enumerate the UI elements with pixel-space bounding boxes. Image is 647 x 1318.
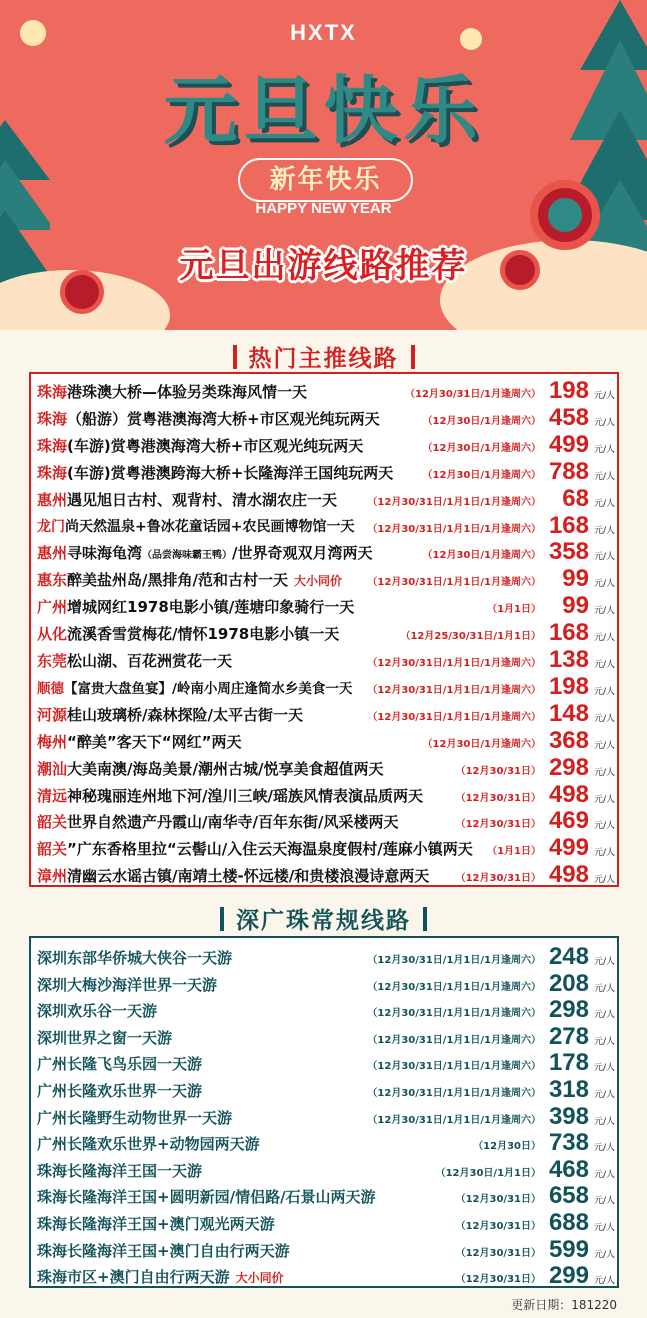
route-price: 368 xyxy=(548,726,589,754)
route-name xyxy=(37,704,303,725)
route-name xyxy=(37,569,342,590)
route-name xyxy=(37,596,354,617)
route-date: （12月30/31日） xyxy=(455,765,541,777)
route-city: 广州 xyxy=(37,1055,68,1074)
list-item xyxy=(37,459,613,485)
route-city: 珠海 xyxy=(37,1161,68,1180)
route-city: 韶关 xyxy=(37,813,68,832)
route-desc: (车游)赏粤港澳海湾大桥+市区观光纯玩两天 xyxy=(67,436,364,455)
route-date: （1月1日） xyxy=(487,846,541,858)
list-item xyxy=(37,1157,613,1183)
route-city: 惠州 xyxy=(37,544,68,563)
price-unit: 元/人 xyxy=(593,740,615,751)
route-name xyxy=(37,811,398,832)
route-desc: 市区+澳门自由行两天游 xyxy=(67,1268,230,1287)
price-unit: 元/人 xyxy=(593,498,615,509)
update-date: 更新日期：181220 xyxy=(511,1298,617,1312)
route-city: 龙门 xyxy=(37,518,65,535)
route-desc: 长隆欢乐世界一天游 xyxy=(67,1082,203,1100)
price-unit: 元/人 xyxy=(593,983,615,994)
price-unit: 元/人 xyxy=(593,713,615,724)
price-unit: 元/人 xyxy=(593,875,615,886)
route-date: （12月30日/1月逢周六） xyxy=(422,415,541,427)
route-name xyxy=(37,542,373,563)
price-unit: 元/人 xyxy=(593,848,615,859)
route-price: 499 xyxy=(548,834,589,862)
route-date: （12月30日/1月逢周六） xyxy=(422,442,541,454)
list-item xyxy=(37,513,613,539)
route-name xyxy=(37,1000,157,1021)
section-title-text: 热门主推线路 xyxy=(248,346,399,372)
route-desc: ”广东香格里拉“云髻山/入住云天海温泉度假村/莲麻小镇两天 xyxy=(67,840,473,859)
regular-routes-box xyxy=(29,936,619,1288)
price-unit: 元/人 xyxy=(593,1276,615,1287)
list-item xyxy=(37,1183,613,1209)
price-unit: 元/人 xyxy=(593,1090,615,1100)
route-desc: 世界自然遗产丹霞山/南华寺/百年东街/风采楼两天 xyxy=(67,813,399,832)
route-name xyxy=(37,758,383,779)
price-unit: 元/人 xyxy=(593,821,615,832)
route-price: 498 xyxy=(548,861,589,889)
route-city: 珠海 xyxy=(37,409,68,428)
route-city: 珠海 xyxy=(37,1188,68,1207)
route-city: 珠海 xyxy=(37,436,68,455)
route-price: 469 xyxy=(548,807,589,835)
route-date: （12月30/31日/1月1日/1月逢周六） xyxy=(367,711,541,723)
route-name xyxy=(37,435,363,456)
hot-routes-box xyxy=(29,372,619,887)
route-desc: 欢乐谷一天游 xyxy=(67,1002,158,1021)
list-item xyxy=(37,997,613,1023)
route-price: 99 xyxy=(562,565,589,593)
route-desc: 长隆欢乐世界+动物园两天游 xyxy=(67,1135,260,1154)
price-unit: 元/人 xyxy=(593,444,615,455)
route-desc: 长隆野生动物世界一天游 xyxy=(67,1108,233,1127)
route-desc: 醉美盐州岛/黑排角/范和古村一天 xyxy=(67,571,288,590)
route-name xyxy=(37,785,423,806)
list-item xyxy=(37,1077,613,1103)
price-unit: 元/人 xyxy=(593,606,615,617)
route-name xyxy=(37,1080,202,1101)
price-unit: 元/人 xyxy=(593,1249,615,1260)
route-city: 珠海 xyxy=(37,1241,68,1260)
price-unit: 元/人 xyxy=(593,552,615,563)
price-unit: 元/人 xyxy=(593,417,615,428)
route-name xyxy=(37,489,337,510)
list-item xyxy=(37,862,613,888)
route-price: 99 xyxy=(562,592,589,620)
route-price: 138 xyxy=(548,646,589,673)
route-price: 318 xyxy=(548,1076,589,1103)
route-price: 148 xyxy=(548,699,589,727)
price-unit: 元/人 xyxy=(593,1063,615,1074)
route-desc: 大梅沙海洋世界一天游 xyxy=(67,975,218,994)
list-item xyxy=(37,593,613,619)
route-date: （12月30/31日） xyxy=(455,819,541,831)
route-name xyxy=(37,1266,284,1287)
route-name xyxy=(37,677,352,697)
route-price: 658 xyxy=(548,1182,589,1210)
route-name xyxy=(37,1160,202,1181)
route-name xyxy=(37,1186,376,1207)
route-date: （12月30/31日） xyxy=(455,1221,541,1232)
route-price: 788 xyxy=(548,457,589,485)
section-title-text: 深广珠常规线路 xyxy=(236,908,411,934)
route-desc: 寻味海龟湾 xyxy=(67,544,143,563)
list-item xyxy=(37,674,613,700)
list-item xyxy=(37,1024,613,1050)
same-price-note: 大小同价 xyxy=(293,574,342,589)
route-price: 168 xyxy=(548,619,589,647)
route-date: （12月30/31日/1月逢周六） xyxy=(404,389,541,400)
route-desc: 长隆飞鸟乐园一天游 xyxy=(67,1055,203,1074)
route-date: （12月30日/1月逢周六） xyxy=(422,738,541,750)
price-unit: 元/人 xyxy=(593,1169,615,1180)
route-date: （12月30/31日） xyxy=(455,1274,541,1286)
route-name xyxy=(37,1053,202,1074)
price-unit: 元/人 xyxy=(593,1036,615,1047)
slogan: 元旦出游线路推荐 xyxy=(179,246,468,286)
route-date: （12月30/31日/1月1日/1月逢周六） xyxy=(367,1088,541,1099)
route-date: （12月30日/1月逢周六） xyxy=(422,469,541,481)
route-city: 顺德 xyxy=(37,680,64,697)
route-date: （12月30/31日/1月1日/1月逢周六） xyxy=(367,1114,541,1126)
route-desc: (车游)赏粤港澳跨海大桥+长隆海洋王国纯玩两天 xyxy=(67,463,394,482)
route-price: 299 xyxy=(548,1262,589,1290)
route-city: 广州 xyxy=(37,1108,68,1127)
route-price: 198 xyxy=(548,672,589,700)
route-date: （12月30日） xyxy=(473,1141,541,1153)
route-price: 468 xyxy=(548,1155,589,1183)
banner xyxy=(0,0,647,330)
route-price: 208 xyxy=(548,969,589,997)
route-name xyxy=(37,1240,290,1261)
route-date: （12月30/31日/1月1日/1月逢周六） xyxy=(367,577,541,589)
price-unit: 元/人 xyxy=(593,1010,615,1021)
route-city: 从化 xyxy=(37,625,68,644)
route-desc: 世界之窗一天游 xyxy=(67,1028,173,1047)
price-unit: 元/人 xyxy=(593,1143,615,1154)
route-name xyxy=(37,1133,260,1154)
route-desc: 尚天然温泉+鲁冰花童话园+农民画博物馆一天 xyxy=(65,518,355,535)
route-price: 178 xyxy=(548,1049,589,1077)
route-name xyxy=(37,838,473,859)
route-name xyxy=(37,865,429,886)
list-item xyxy=(37,808,613,834)
route-name xyxy=(37,947,232,968)
route-price: 68 xyxy=(562,484,589,512)
subtitle-cn: 新年快乐 xyxy=(238,158,413,202)
same-price-note: 大小同价 xyxy=(235,1271,284,1286)
divider xyxy=(233,345,237,369)
route-date: （12月30/31日/1月1日/1月逢周六） xyxy=(367,523,541,535)
section-title-regular xyxy=(0,902,647,935)
list-item xyxy=(37,566,613,592)
route-date: （12月30/31日/1月1日/1月逢周六） xyxy=(367,684,541,696)
route-city: 惠州 xyxy=(37,490,68,509)
brand-logo: HXTX xyxy=(290,20,357,45)
price-unit: 元/人 xyxy=(593,660,615,670)
route-city: 珠海 xyxy=(37,463,68,482)
route-city: 潮汕 xyxy=(37,759,68,778)
route-city: 广州 xyxy=(37,1135,68,1154)
list-item xyxy=(37,1263,613,1289)
price-unit: 元/人 xyxy=(593,767,615,778)
list-item xyxy=(37,620,613,646)
route-date: （12月30/31日/1月1日/1月逢周六） xyxy=(367,658,541,669)
list-item xyxy=(37,486,613,512)
list-item xyxy=(37,1210,613,1236)
route-name xyxy=(37,974,217,995)
list-item xyxy=(37,1104,613,1130)
route-name xyxy=(37,381,307,402)
route-desc: 长隆海洋王国一天游 xyxy=(67,1161,203,1180)
list-item xyxy=(37,647,613,673)
route-price: 738 xyxy=(548,1129,589,1157)
route-name xyxy=(37,623,339,644)
list-item xyxy=(37,405,613,431)
route-city: 漳州 xyxy=(37,867,68,886)
route-desc: 神秘瑰丽连州地下河/湟川三峡/瑶族风情表演品质两天 xyxy=(67,786,423,805)
route-desc: 遇见旭日古村、观背村、清水湖农庄一天 xyxy=(67,490,338,509)
divider xyxy=(411,345,415,369)
route-date: （12月30/31日/1月1日/1月逢周六） xyxy=(367,1008,541,1020)
route-date: （12月25/30/31日/1月1日） xyxy=(400,631,541,643)
list-item xyxy=(37,1237,613,1263)
route-desc: 大美南澳/海岛美景/潮州古城/悦享美食超值两天 xyxy=(67,759,384,778)
route-desc: 松山湖、百花洲赏花一天 xyxy=(67,652,233,670)
route-price: 398 xyxy=(548,1102,589,1130)
price-unit: 元/人 xyxy=(593,957,615,967)
list-item xyxy=(37,944,613,970)
route-city: 河源 xyxy=(37,705,68,724)
route-desc-note: （品尝海味霸王鸭） xyxy=(142,550,233,562)
list-item xyxy=(37,782,613,808)
route-city: 广州 xyxy=(37,598,68,617)
route-name xyxy=(37,462,393,483)
list-item xyxy=(37,378,613,404)
route-city: 东莞 xyxy=(37,652,68,670)
route-desc: 【富贵大盘鱼宴】/岭南小周庄逢简水乡美食一天 xyxy=(64,680,353,697)
route-price: 198 xyxy=(548,377,589,404)
route-date: （12月30/31日/1月1日/1月逢周六） xyxy=(367,1034,541,1046)
route-price: 298 xyxy=(548,996,589,1024)
route-price: 599 xyxy=(548,1235,589,1263)
route-name xyxy=(37,731,241,752)
route-price: 688 xyxy=(548,1209,589,1236)
list-item xyxy=(37,971,613,997)
route-date: （12月30/31日） xyxy=(455,792,541,804)
route-city: 珠海 xyxy=(37,1215,68,1233)
divider xyxy=(423,907,427,931)
list-item xyxy=(37,1050,613,1076)
route-city: 惠东 xyxy=(37,571,68,590)
route-city: 深圳 xyxy=(37,949,68,967)
route-desc: 东部华侨城大侠谷一天游 xyxy=(67,949,233,967)
list-item xyxy=(37,755,613,781)
route-price: 278 xyxy=(548,1022,589,1050)
route-desc-extra: /世界奇观双月湾两天 xyxy=(232,544,373,563)
headline-title: 元旦快乐 xyxy=(163,68,484,154)
price-unit: 元/人 xyxy=(593,471,615,482)
route-date: （1月1日） xyxy=(487,604,541,616)
route-name xyxy=(37,650,232,671)
subtitle-en: HAPPY NEW YEAR xyxy=(255,200,392,217)
route-city: 韶关 xyxy=(37,840,68,859)
route-city: 深圳 xyxy=(37,1002,68,1021)
route-name xyxy=(37,408,380,429)
list-item xyxy=(37,701,613,727)
route-price: 358 xyxy=(548,538,589,566)
route-date: （12月30/31日） xyxy=(455,1247,541,1259)
list-item xyxy=(37,728,613,754)
route-city: 珠海 xyxy=(37,1268,68,1287)
route-name xyxy=(37,1107,232,1128)
route-desc: 长隆海洋王国+澳门观光两天游 xyxy=(67,1215,275,1233)
route-city: 深圳 xyxy=(37,975,68,994)
route-date: （12月30/31日/1月1日/1月逢周六） xyxy=(367,496,541,508)
route-date: （12月30/31日） xyxy=(455,1194,541,1206)
price-unit: 元/人 xyxy=(593,686,615,697)
route-date: （12月30日/1月逢周六） xyxy=(422,550,541,562)
route-desc: 长隆海洋王国+澳门自由行两天游 xyxy=(67,1241,290,1260)
route-desc: （船游）赏粤港澳海湾大桥+市区观光纯玩两天 xyxy=(67,409,380,428)
route-price: 168 xyxy=(548,511,589,539)
route-city: 梅州 xyxy=(37,732,68,751)
route-date: （12月30/31日/1月1日/1月逢周六） xyxy=(367,1061,541,1073)
route-price: 499 xyxy=(548,430,589,458)
route-date: （12月30/31日） xyxy=(455,873,541,885)
divider xyxy=(220,907,224,931)
price-unit: 元/人 xyxy=(593,1223,615,1233)
price-unit: 元/人 xyxy=(593,525,615,536)
route-date: （12月30/31日/1月1日/1月逢周六） xyxy=(367,955,541,966)
price-unit: 元/人 xyxy=(593,1116,615,1127)
list-item xyxy=(37,539,613,565)
price-unit: 元/人 xyxy=(593,391,615,401)
route-date: （12月30/31日/1月1日/1月逢周六） xyxy=(367,981,541,993)
route-desc: 桂山玻璃桥/森林探险/太平古街一天 xyxy=(67,705,303,724)
route-desc: 增城网红1978电影小镇/莲塘印象骑行一天 xyxy=(67,598,355,617)
route-city: 深圳 xyxy=(37,1028,68,1047)
route-desc: 港珠澳大桥—体验另类珠海风情一天 xyxy=(67,383,308,401)
list-item xyxy=(37,1130,613,1156)
route-city: 广州 xyxy=(37,1082,68,1100)
route-date: （12月30日/1月1日） xyxy=(435,1167,541,1179)
route-city: 清远 xyxy=(37,786,68,805)
route-desc: 清幽云水谣古镇/南靖土楼-怀远楼/和贵楼浪漫诗意两天 xyxy=(67,867,430,886)
route-name xyxy=(37,516,354,536)
price-unit: 元/人 xyxy=(593,794,615,805)
route-name xyxy=(37,1027,172,1048)
route-price: 458 xyxy=(548,403,589,431)
section-title-hot xyxy=(0,340,647,373)
price-unit: 元/人 xyxy=(593,1196,615,1207)
list-item xyxy=(37,835,613,861)
route-price: 248 xyxy=(548,943,589,970)
route-name xyxy=(37,1213,275,1234)
route-desc: 流溪香雪赏梅花/情怀1978电影小镇一天 xyxy=(67,625,340,644)
price-unit: 元/人 xyxy=(593,633,615,644)
route-city: 珠海 xyxy=(37,383,68,401)
route-price: 498 xyxy=(548,780,589,808)
route-desc: 长隆海洋王国+圆明新园/情侣路/石景山两天游 xyxy=(67,1188,376,1207)
list-item xyxy=(37,432,613,458)
route-desc: “醉美”客天下“网红”两天 xyxy=(67,732,242,751)
price-unit: 元/人 xyxy=(593,579,615,590)
route-price: 298 xyxy=(548,753,589,781)
